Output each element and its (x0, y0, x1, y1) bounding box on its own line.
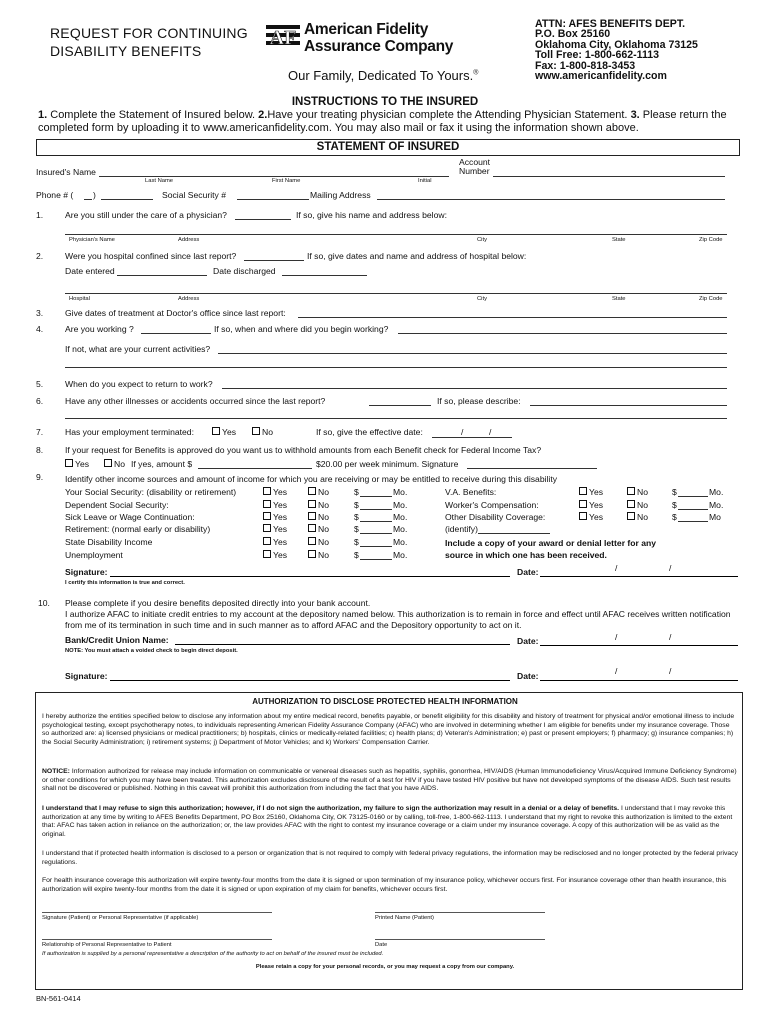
income-source-label: (identify) (445, 524, 478, 534)
income-dollar-sign: $ (354, 537, 359, 547)
q1-text: Are you still under the care of a physician? (65, 210, 227, 220)
income-source-label: Sick Leave or Wage Continuation: (65, 512, 195, 522)
authorization-notice: NOTICE: Information authorized for release may include information on communicable or venereal diseases such as hepatitis, syphilis, gonorrhea, HIV/AIDS (Human Immunodeficiency Virus/Acquired Immune Deficiency Syndrome) or other conditions for which you may have been treated. This authorization excludes disclosure of the result of a test for HIV if you have tested HIV positive but have not developed symptoms of the disease AIDS. Such test results shall not be discovered or published. Nothing in this caveat will prohibit this authorization from including the fact that you have AIDS. (42, 768, 737, 792)
q6b-answer-input[interactable] (530, 405, 727, 406)
certify-note: I certify this information is true and correct. (65, 580, 185, 586)
q8-number: 8. (36, 445, 44, 455)
income-no-checkbox[interactable]: No (308, 524, 329, 535)
date-slash: / (669, 666, 672, 676)
income-no-checkbox[interactable]: No (308, 537, 329, 548)
checkbox-box-icon (252, 427, 260, 435)
signature-label: Signature: (65, 567, 108, 577)
q7-yes-checkbox[interactable]: Yes (212, 427, 236, 438)
income-source-label: Your Social Security: (disability or retirement) (65, 487, 237, 497)
income-dollar-sign: $ (354, 512, 359, 522)
q4-number: 4. (36, 324, 44, 334)
physician-zip-label: Zip Code (699, 237, 723, 243)
income-no-checkbox[interactable]: No (308, 550, 329, 561)
q3-number: 3. (36, 308, 44, 318)
checkbox-box-icon (579, 512, 587, 520)
income-no-checkbox[interactable]: No (308, 500, 329, 511)
insured-name-input[interactable] (99, 176, 449, 177)
address-line: ATTN: AFES BENEFITS DEPT. (535, 18, 686, 30)
hospital-label: Hospital (69, 296, 90, 302)
income-source-label: Unemployment (65, 550, 123, 560)
q1b-text: If so, give his name and address below: (296, 210, 447, 220)
other-coverage-identify-input[interactable] (478, 533, 550, 534)
income-amount-input[interactable] (360, 496, 392, 497)
checkbox-box-icon (579, 487, 587, 495)
company-name: American Fidelity Assurance Company (304, 21, 454, 55)
last-name-label: Last Name (145, 178, 174, 184)
checkbox-box-icon (308, 487, 316, 495)
representative-note: If authorization is supplied by a personal representative a description of the authority to act on behalf of the insured must be included. (42, 951, 384, 957)
checkbox-box-icon (308, 524, 316, 532)
checkbox-box-icon (263, 537, 271, 545)
date-slash: / (615, 666, 618, 676)
ssn-input[interactable] (237, 199, 309, 200)
mailing-address-label: Mailing Address (310, 190, 371, 200)
q9-number: 9. (36, 472, 44, 482)
income-source-label: V.A. Benefits: (445, 487, 497, 497)
income-dollar-sign: $ (354, 500, 359, 510)
income-yes-checkbox[interactable]: Yes (263, 537, 287, 548)
mailing-address-block (535, 19, 698, 81)
form-number: BN-561-0414 (36, 994, 81, 1003)
checkbox-box-icon (627, 487, 635, 495)
income-source-label: State Disability Income (65, 537, 153, 547)
income-amount-input[interactable] (678, 496, 708, 497)
income-mo-label: Mo (709, 512, 721, 522)
checkbox-box-icon (65, 459, 73, 467)
income-no-checkbox[interactable]: No (627, 500, 648, 511)
q6b-text: If so, please describe: (437, 396, 521, 406)
date-label: Date: (517, 671, 539, 681)
checkbox-box-icon (263, 512, 271, 520)
physician-state-label: State (612, 237, 626, 243)
authorization-expiration: For health insurance coverage this authorization will expire twenty-four months from the date it is signed or upon termination of my insurance policy, whichever occurs first. For insurance coverage other than health insurance, this authorization will expire twenty-four months from the date it is signed or upon expiration of my claim for benefits, whichever occurs first. (42, 877, 727, 893)
phone-paren: ) (93, 190, 96, 200)
q10-text: Please complete if you desire benefits deposited directly into your bank account. (65, 598, 371, 608)
patient-signature-input[interactable] (42, 912, 272, 913)
signature-label: Signature: (65, 671, 108, 681)
hospital-address-label: Address (178, 296, 200, 302)
income-amount-input[interactable] (678, 521, 708, 522)
income-yes-checkbox[interactable]: Yes (263, 487, 287, 498)
checkbox-box-icon (104, 459, 112, 467)
income-no-checkbox[interactable]: No (308, 512, 329, 523)
date-label: Date: (517, 567, 539, 577)
date-entered-label: Date entered (65, 266, 115, 276)
income-yes-checkbox[interactable]: Yes (579, 512, 603, 523)
account-number-label: Account Number (459, 157, 491, 176)
address-line: www.americanfidelity.com (535, 70, 667, 83)
date-slash: / (461, 427, 464, 437)
q1-number: 1. (36, 210, 44, 220)
hospital-state-label: State (612, 296, 626, 302)
date-discharged-input[interactable] (282, 275, 367, 276)
q7-number: 7. (36, 427, 44, 437)
date-discharged-label: Date discharged (213, 266, 276, 276)
phone-label: Phone # ( (36, 190, 74, 200)
checkbox-box-icon (263, 487, 271, 495)
voided-check-note: NOTE: You must attach a voided check to begin direct deposit. (65, 648, 238, 654)
income-yes-checkbox[interactable]: Yes (263, 524, 287, 535)
checkbox-box-icon (263, 550, 271, 558)
authorization-heading: AUTHORIZATION TO DISCLOSE PROTECTED HEALTH INFORMATION (252, 697, 518, 706)
q2b-text: If so, give dates and name and address of hospital below: (307, 251, 527, 261)
income-no-checkbox[interactable]: No (627, 512, 648, 523)
income-dollar-sign: $ (354, 550, 359, 560)
insured-name-label: Insured's Name (36, 167, 96, 177)
income-yes-checkbox[interactable]: Yes (263, 550, 287, 561)
q7-effective-date-input[interactable] (432, 437, 512, 438)
q3-text: Give dates of treatment at Doctor's office since last report: (65, 308, 286, 318)
checkbox-box-icon (308, 537, 316, 545)
q8b-text: If yes, amount $ (131, 459, 193, 469)
hospital-city-label: City (477, 296, 487, 302)
q7b-text: If so, give the effective date: (316, 427, 423, 437)
bank-date-input[interactable] (540, 645, 738, 646)
mailing-address-input[interactable] (377, 199, 725, 200)
statement-of-insured-heading: STATEMENT OF INSURED (36, 139, 740, 156)
income-mo-label: Mo. (393, 500, 408, 510)
address-line: Fax: 1-800-818-3453 (535, 59, 636, 72)
address-line: Toll Free: 1-800-662-1113 (535, 49, 660, 62)
authorization-revoke: I understand that I may refuse to sign this authorization; however, if I do not sign the authorization, my failure to sign the authorization may result in a denial or a delay of benefits. I understand that I may revoke this authorization at any time by writing to AFES Benefits Department, PO Box 25160, Oklahoma City, OK 73125-0160 or by calling, toll-free, 1-800-662-1113. I understand that my right to revoke this authorization is limited to the extent that: AFAC has taken action in reliance on the authorization; or, the law provides AFAC with the right to contest my insurance coverage or a claim under my insurance coverage. A copy of this authorization will be as valid as the original. (42, 805, 733, 838)
q5-number: 5. (36, 379, 44, 389)
relationship-input[interactable] (42, 939, 272, 940)
income-amount-input[interactable] (360, 521, 392, 522)
income-amount-input[interactable] (678, 509, 708, 510)
authorization-redisclose: I understand that if protected health information is disclosed to a person or organization that is not required to comply with federal privacy regulations, the information may be redisclosed and no longer protected by the federal privacy regulations. (42, 850, 738, 866)
checkbox-box-icon (627, 512, 635, 520)
initial-label: Initial (418, 178, 432, 184)
q4b-answer-input[interactable] (398, 333, 727, 334)
q7-no-checkbox[interactable]: No (252, 427, 273, 438)
patient-signature-label: Signature (Patient) or Personal Representative (if applicable) (42, 915, 199, 921)
income-no-checkbox[interactable]: No (308, 487, 329, 498)
signature-date-input[interactable] (540, 576, 738, 577)
q5-text: When do you expect to return to work? (65, 379, 213, 389)
income-mo-label: Mo. (393, 524, 408, 534)
address-line: P.O. Box 25160 (535, 28, 611, 41)
income-dollar-sign: $ (354, 524, 359, 534)
income-amount-input[interactable] (360, 546, 392, 547)
address-line: Oklahoma City, Oklahoma 73125 (535, 38, 698, 51)
q4-text: Are you working ? (65, 324, 134, 334)
income-source-label: Other Disability Coverage: (445, 512, 546, 522)
bank-name-label: Bank/Credit Union Name: (65, 635, 169, 645)
physician-address-label: Address (178, 237, 200, 243)
income-source-label: Worker's Compensation: (445, 500, 539, 510)
q5-answer-input[interactable] (222, 388, 727, 389)
form-title: REQUEST FOR CONTINUING DISABILITY BENEFITS (50, 25, 248, 59)
q8-text: If your request for Benefits is approved do you want us to withhold amounts from each Benefit check for Federal Income Tax? (65, 445, 542, 455)
q8-no-checkbox[interactable]: No (104, 459, 125, 470)
q8c-text: $20.00 per week minimum. Signature (316, 459, 459, 469)
instructions-heading: INSTRUCTIONS TO THE INSURED (291, 96, 479, 108)
checkbox-box-icon (627, 500, 635, 508)
income-dollar-sign: $ (672, 512, 677, 522)
q4-answer-input[interactable] (141, 333, 211, 334)
income-mo-label: Mo. (393, 512, 408, 522)
checkbox-box-icon (308, 512, 316, 520)
q7-text: Has your employment terminated: (65, 427, 194, 437)
phone-area-code-input[interactable] (84, 199, 92, 200)
q9-text: Identify other income sources and amount of income for which you are receiving or may be entitled to receive during this disability (65, 474, 558, 484)
income-mo-label: Mo. (709, 500, 724, 510)
income-mo-label: Mo. (709, 487, 724, 497)
physician-city-label: City (477, 237, 487, 243)
income-dollar-sign: $ (354, 487, 359, 497)
income-source-label: Retirement: (normal early or disability) (65, 524, 211, 534)
printed-name-input[interactable] (375, 912, 545, 913)
q3-answer-input[interactable] (298, 317, 727, 318)
income-amount-input[interactable] (360, 509, 392, 510)
income-yes-checkbox[interactable]: Yes (579, 487, 603, 498)
income-yes-checkbox[interactable]: Yes (263, 500, 287, 511)
date-slash: / (489, 427, 492, 437)
award-letter-note: Include a copy of your award or denial letter for any source in which one has been received. (445, 538, 657, 560)
deposit-signature-input[interactable] (110, 680, 510, 681)
income-mo-label: Mo. (393, 487, 408, 497)
authorization-paragraph-1: I hereby authorize the entities specified below to disclose any information about my entire medical record, benefits payable, or benefit eligibility for this disability and history of treatment for physical and/or emotional illness to include psychological testing, except psychotherapy notes, to individuals representing American Fidelity Assurance Company (AFAC) who are involved in determining whether I am eligible for benefits under my insurance coverage. Those so authorized are: a) licensed physicians or medical practitioners; b) hospitals, clinics or medically-related facilities; c) health plans; d) Veteran's Administration; e) past or present employers; f) pharmacy; g) insurance companies; h) the Social Security Administration; i) retirement systems; j) Department of Motor Vehicles; and k) Workers' Compensation Carrier. (42, 713, 735, 746)
registered-mark: ® (473, 69, 479, 77)
date-slash: / (615, 563, 618, 573)
instructions-text: 1. Complete the Statement of Insured below. 2.Have your treating physician complete the Attending Physician Statement. 3. Please return the completed form by uploading it to www.americanfidelity.com. You may also mail or fax it using the information shown above. (38, 109, 727, 134)
insured-signature-input[interactable] (110, 576, 510, 577)
q1-answer-input[interactable] (235, 219, 291, 220)
q2-text: Were you hospital confined since last report? (65, 251, 237, 261)
q4c-text: If not, what are your current activities? (65, 344, 211, 354)
checkbox-box-icon (308, 500, 316, 508)
income-dollar-sign: $ (672, 487, 677, 497)
date-slash: / (669, 632, 672, 642)
q10-authorization-text: I authorize AFAC to initiate credit entries to my account at the depository named below. This authorization is to remain in force and effect until AFAC receives written notification from me of its termination in such time and in such manner as to afford AFAC and the Depository opportunity to act on it. (65, 609, 731, 630)
hospital-info-input[interactable] (65, 293, 727, 294)
income-mo-label: Mo. (393, 537, 408, 547)
checkbox-box-icon (263, 500, 271, 508)
physician-name-label: Physician's Name (69, 237, 115, 243)
q2-answer-input[interactable] (244, 260, 304, 261)
income-amount-input[interactable] (360, 559, 392, 560)
retain-copy-note: Please retain a copy for your personal records, or you may request a copy from our company. (255, 964, 515, 970)
q10-number: 10. (38, 598, 50, 608)
income-mo-label: Mo. (393, 550, 408, 560)
account-number-input[interactable] (493, 176, 725, 177)
income-source-label: Dependent Social Security: (65, 500, 169, 510)
q6b-answer-line2[interactable] (65, 418, 727, 419)
authorization-date-input[interactable] (375, 939, 545, 940)
checkbox-box-icon (579, 500, 587, 508)
deposit-date-input[interactable] (540, 680, 738, 681)
income-amount-input[interactable] (360, 533, 392, 534)
logo-mark-text: AF (269, 27, 297, 49)
income-dollar-sign: $ (672, 500, 677, 510)
checkbox-box-icon (263, 524, 271, 532)
bank-name-input[interactable] (175, 644, 510, 645)
phone-number-input[interactable] (101, 199, 153, 200)
q2-number: 2. (36, 251, 44, 261)
checkbox-box-icon (212, 427, 220, 435)
q4b-text: If so, when and where did you begin working? (214, 324, 389, 334)
q8-signature-input[interactable] (467, 468, 597, 469)
date-entered-input[interactable] (117, 275, 207, 276)
q4c-answer-line2[interactable] (65, 367, 727, 368)
company-slogan: Our Family, Dedicated To Yours.® (288, 68, 479, 83)
checkbox-box-icon (308, 550, 316, 558)
q6-text: Have any other illnesses or accidents occurred since the last report? (65, 396, 326, 406)
physician-info-input[interactable] (65, 234, 727, 235)
income-yes-checkbox[interactable]: Yes (263, 512, 287, 523)
american-fidelity-logo-icon (266, 22, 300, 52)
date-label: Date: (517, 636, 539, 646)
q8-amount-input[interactable] (198, 468, 312, 469)
income-no-checkbox[interactable]: No (627, 487, 648, 498)
q4c-answer-input[interactable] (218, 353, 727, 354)
relationship-label: Relationship of Personal Representative to Patient (42, 942, 172, 948)
hospital-zip-label: Zip Code (699, 296, 723, 302)
date-slash: / (615, 632, 618, 642)
q8-yes-checkbox[interactable]: Yes (65, 459, 89, 470)
ssn-label: Social Security # (162, 190, 227, 200)
q6-number: 6. (36, 396, 44, 406)
printed-name-label: Printed Name (Patient) (375, 915, 434, 921)
q6-answer-input[interactable] (369, 405, 431, 406)
date-slash: / (669, 563, 672, 573)
authorization-date-label: Date (375, 942, 388, 948)
first-name-label: First Name (272, 178, 301, 184)
income-yes-checkbox[interactable]: Yes (579, 500, 603, 511)
